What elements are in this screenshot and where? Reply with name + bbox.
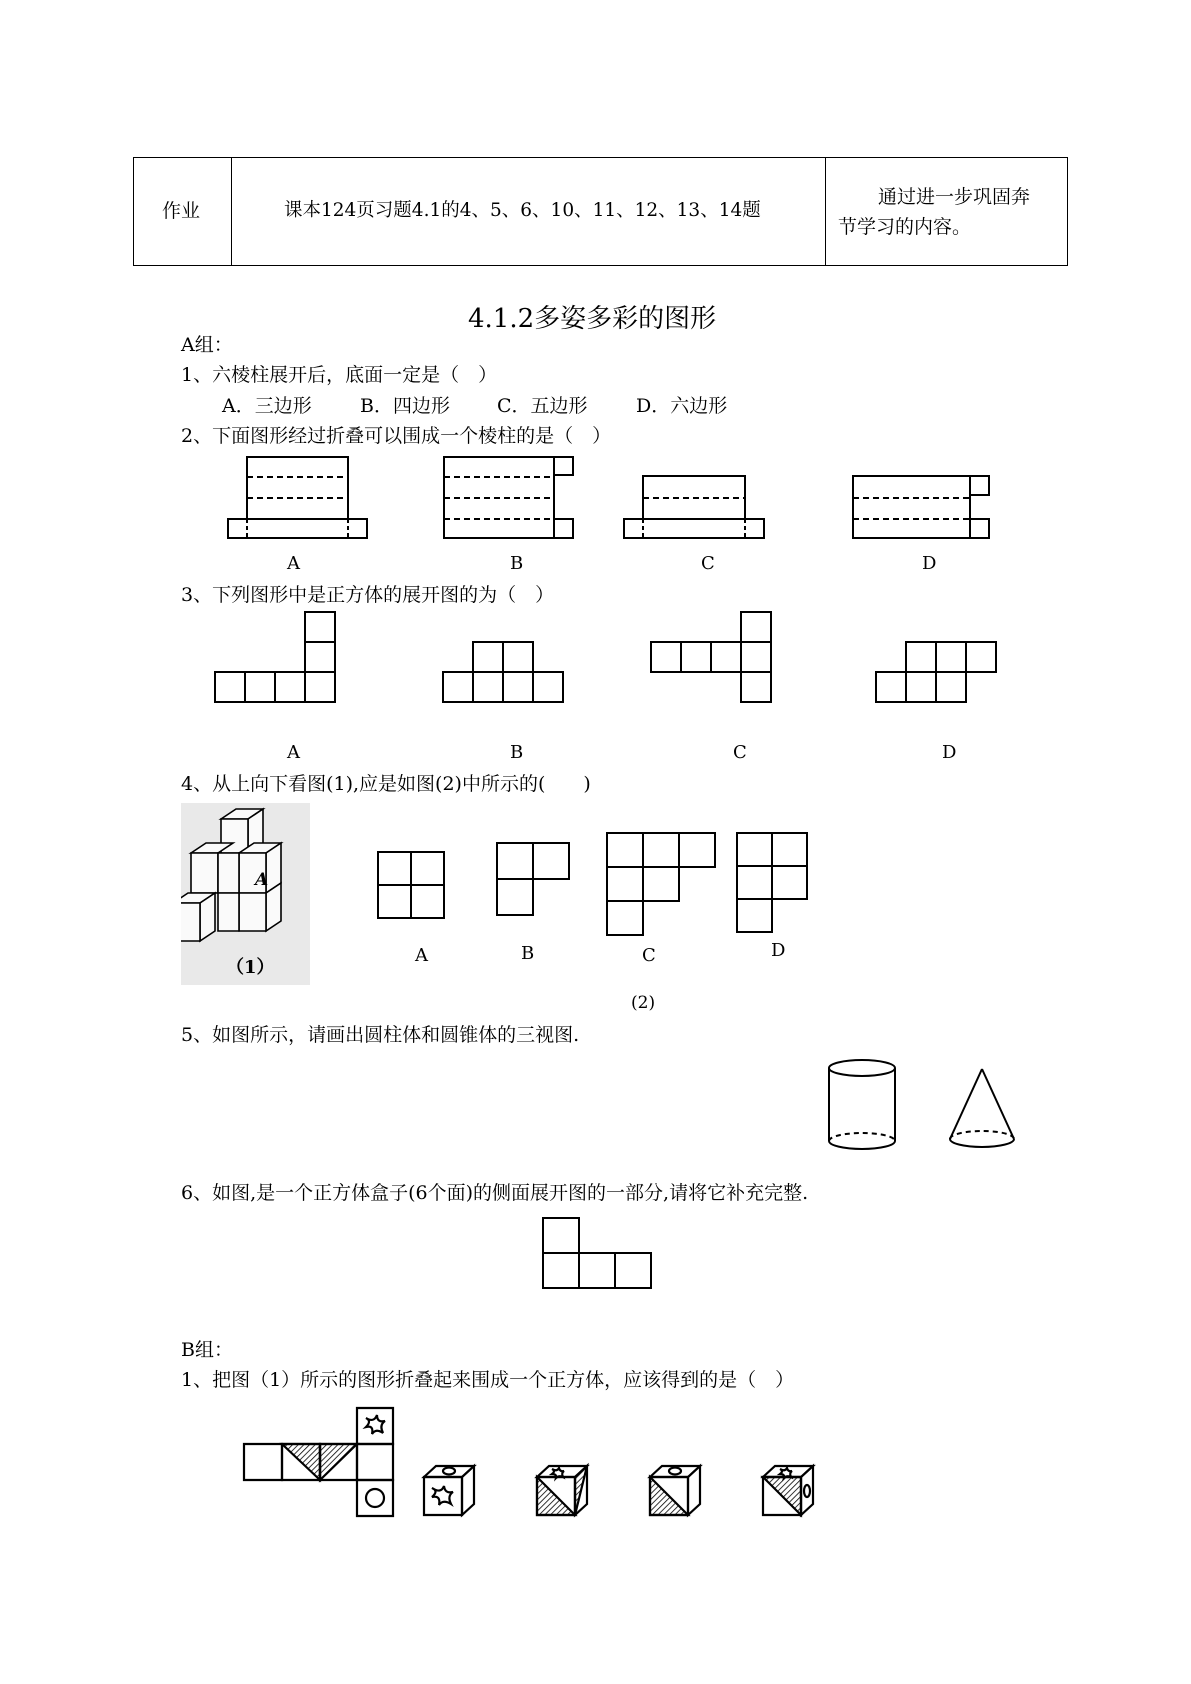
q4-figure1-caption: （1） xyxy=(226,957,275,978)
q1-option-a: A．三边形 xyxy=(222,395,312,417)
question-a3: 3、下列图形中是正方体的展开图的为（ ） xyxy=(181,584,555,606)
homework-purpose-line1: 通过进一步巩固奔 xyxy=(878,186,1031,208)
q4-label-d: D xyxy=(771,940,786,961)
q4-figure1-face-label: A xyxy=(255,870,269,890)
b1-cube-option-2 xyxy=(537,1466,587,1515)
q4-label-c: C xyxy=(642,945,656,966)
question-a1: 1、六棱柱展开后，底面一定是（ ） xyxy=(181,364,498,386)
q3-label-c: C xyxy=(733,742,747,763)
q4-label-b: B xyxy=(521,943,535,964)
q1-option-d: D．六边形 xyxy=(636,395,728,417)
q3-label-a: A xyxy=(287,742,300,763)
q3-label-b: B xyxy=(510,742,524,763)
q2-label-c: C xyxy=(701,553,715,574)
homework-content: 课本124页习题4.1的4、5、6、10、11、12、13、14题 xyxy=(284,200,761,221)
question-a6: 6、如图,是一个正方体盒子(6个面)的侧面展开图的一部分,请将它补充完整. xyxy=(181,1182,809,1204)
question-a4: 4、从上向下看图(1),应是如图(2)中所示的( ) xyxy=(181,773,591,795)
question-a5: 5、如图所示，请画出圆柱体和圆锥体的三视图. xyxy=(181,1024,580,1046)
question-b1: 1、把图（1）所示的图形折叠起来围成一个正方体，应该得到的是（ ） xyxy=(181,1369,795,1391)
q2-label-d: D xyxy=(922,553,937,574)
b1-cube-option-3 xyxy=(650,1466,700,1515)
homework-label: 作业 xyxy=(162,200,201,222)
q1-option-c: C．五边形 xyxy=(497,395,588,417)
q4-label-a: A xyxy=(415,945,428,966)
homework-purpose-line2: 节学习的内容。 xyxy=(838,216,972,238)
q2-label-b: B xyxy=(510,553,524,574)
q4-figure2-caption: (2) xyxy=(631,993,656,1013)
b1-cube-option-4 xyxy=(763,1466,813,1515)
question-a2: 2、下面图形经过折叠可以围成一个棱柱的是（ ） xyxy=(181,425,612,447)
b1-cube-option-1 xyxy=(424,1466,474,1515)
q3-label-d: D xyxy=(942,742,957,763)
q2-label-a: A xyxy=(287,553,300,574)
q1-option-b: B．四边形 xyxy=(360,395,450,417)
group-a-label: A组： xyxy=(181,334,233,356)
section-title: 4.1.2多姿多彩的图形 xyxy=(468,304,717,334)
group-b-label: B组： xyxy=(181,1339,233,1361)
b1-cube-net xyxy=(244,1408,393,1516)
